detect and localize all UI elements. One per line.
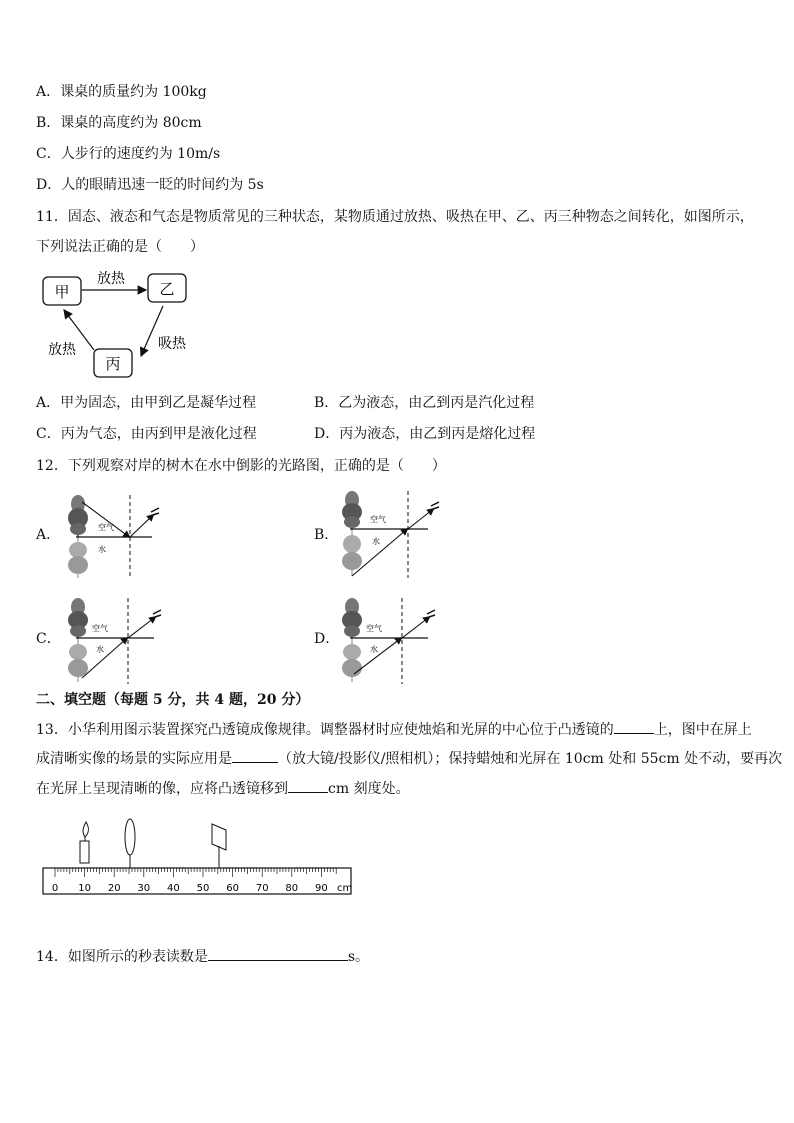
q12-figure-a	[62, 490, 172, 580]
ruler-tick-label: 20	[107, 883, 121, 894]
q14-text-a: 14．如图所示的秒表读数是	[36, 949, 208, 965]
tree-icon	[68, 598, 88, 638]
q12-label-a: A．	[36, 527, 61, 543]
q11-option-a: A．甲为固态，由甲到乙是凝华过程	[36, 395, 257, 411]
water-label: 水	[96, 645, 104, 654]
box-c-label: 丙	[105, 355, 121, 373]
box-b-label: 乙	[159, 280, 175, 298]
light-ray-2	[408, 510, 432, 529]
ruler-tick-label: 0	[51, 883, 59, 894]
q12-figure-d	[336, 594, 446, 686]
q11-stem-line2: 下列说法正确的是（ ）	[36, 239, 204, 255]
q12-figure-c	[62, 594, 172, 686]
optical-bench-figure	[40, 818, 360, 900]
air-label: 空气	[92, 624, 108, 633]
q10-option-a: A．课桌的质量约为 100kg	[36, 84, 207, 100]
candle-icon	[80, 822, 89, 863]
ruler-tick-label: 30	[137, 883, 151, 894]
light-ray-2	[128, 618, 154, 638]
q12-label-b: B．	[314, 527, 339, 543]
q12-label-d: D．	[314, 631, 340, 647]
arrow-c-to-a-label: 放热	[48, 342, 76, 358]
q13-line3	[36, 778, 410, 799]
q13-blank-1[interactable]	[614, 719, 654, 734]
q13-line2-text-a: 成清晰实像的场景的实际应用是	[36, 751, 232, 767]
q10-option-d: D．人的眼睛迅速一眨的时间约为 5s	[36, 177, 264, 193]
convex-lens-icon	[125, 819, 135, 868]
light-ray-1	[82, 639, 126, 678]
ruler-tick-label: 60	[226, 883, 239, 894]
q12-figure-b	[336, 488, 446, 580]
q11-option-b: B．乙为液态，由乙到丙是汽化过程	[314, 395, 535, 411]
water-label: 水	[98, 545, 106, 554]
ruler-tick-label: 90	[315, 883, 328, 894]
ruler-tick-label: 80	[285, 883, 299, 894]
q12-label-c: C．	[36, 631, 61, 647]
tree-icon	[342, 491, 362, 529]
tree-icon	[68, 495, 88, 537]
ruler-unit: cm	[337, 883, 353, 894]
q11-stem-line1: 11．固态、液态和气态是物质常见的三种状态，某物质通过放热、吸热在甲、乙、丙三种物态之间转化，如图所示，	[36, 209, 754, 225]
q13-blank-2[interactable]	[232, 748, 278, 763]
eye-icon	[431, 502, 439, 509]
ruler-tick-label: 40	[167, 883, 180, 894]
q13-line1	[36, 719, 752, 740]
q11-option-d: D．丙为液态，由乙到丙是熔化过程	[314, 426, 536, 442]
arrow-a-to-b-label: 放热	[97, 271, 125, 287]
q10-option-b: B．课桌的高度约为 80cm	[36, 115, 202, 131]
q14-text-b: s。	[347, 949, 370, 965]
q13-line1-text-a: 13．小华利用图示装置探究凸透镜成像规律。调整器材时应使烛焰和光屏的中心位于凸透镜的	[36, 722, 614, 738]
q13-blank-3[interactable]	[288, 778, 328, 793]
air-label: 空气	[366, 624, 382, 633]
tree-reflection-icon	[342, 638, 362, 682]
light-ray-2	[130, 516, 152, 537]
air-label: 空气	[370, 515, 386, 524]
tree-reflection-icon	[68, 537, 88, 578]
q14-blank[interactable]	[208, 946, 348, 961]
q10-option-c: C．人步行的速度约为 10m/s	[36, 146, 221, 162]
water-label: 水	[372, 537, 380, 546]
q13-line3-text-b: cm 刻度处。	[328, 781, 410, 797]
section-title: 二、填空题（每题 5 分，共 4 题，20 分）	[36, 692, 310, 708]
light-ray-2	[402, 618, 428, 638]
q13-line1-text-b: 上，图中在屏上	[653, 722, 752, 738]
air-label: 空气	[98, 523, 114, 532]
eye-icon	[153, 610, 161, 617]
box-a-label: 甲	[54, 283, 70, 301]
q12-stem: 12．下列观察对岸的树木在水中倒影的光路图，正确的是（ ）	[36, 458, 446, 474]
q14-line	[36, 946, 369, 967]
ruler-tick-label: 10	[78, 883, 91, 894]
q11-state-diagram	[36, 264, 206, 384]
water-label: 水	[370, 645, 378, 654]
q13-line2	[36, 748, 782, 769]
q11-option-c: C．丙为气态，由丙到甲是液化过程	[36, 426, 257, 442]
eye-icon	[151, 508, 159, 515]
screen-icon	[212, 824, 226, 868]
ruler-tick-label: 50	[196, 883, 210, 894]
q13-line2-text-b: （放大镜/投影仪/照相机）；保持蜡烛和光屏在 10cm 处和 55cm 处不动，要再次	[278, 751, 783, 767]
arrow-b-to-c-label: 吸热	[158, 336, 186, 352]
tree-reflection-icon	[342, 529, 362, 576]
eye-icon	[427, 610, 435, 617]
tree-icon	[342, 598, 362, 638]
ruler-tick-label: 70	[255, 883, 269, 894]
q13-line3-text-a: 在光屏上呈现清晰的像，应将凸透镜移到	[36, 781, 288, 797]
